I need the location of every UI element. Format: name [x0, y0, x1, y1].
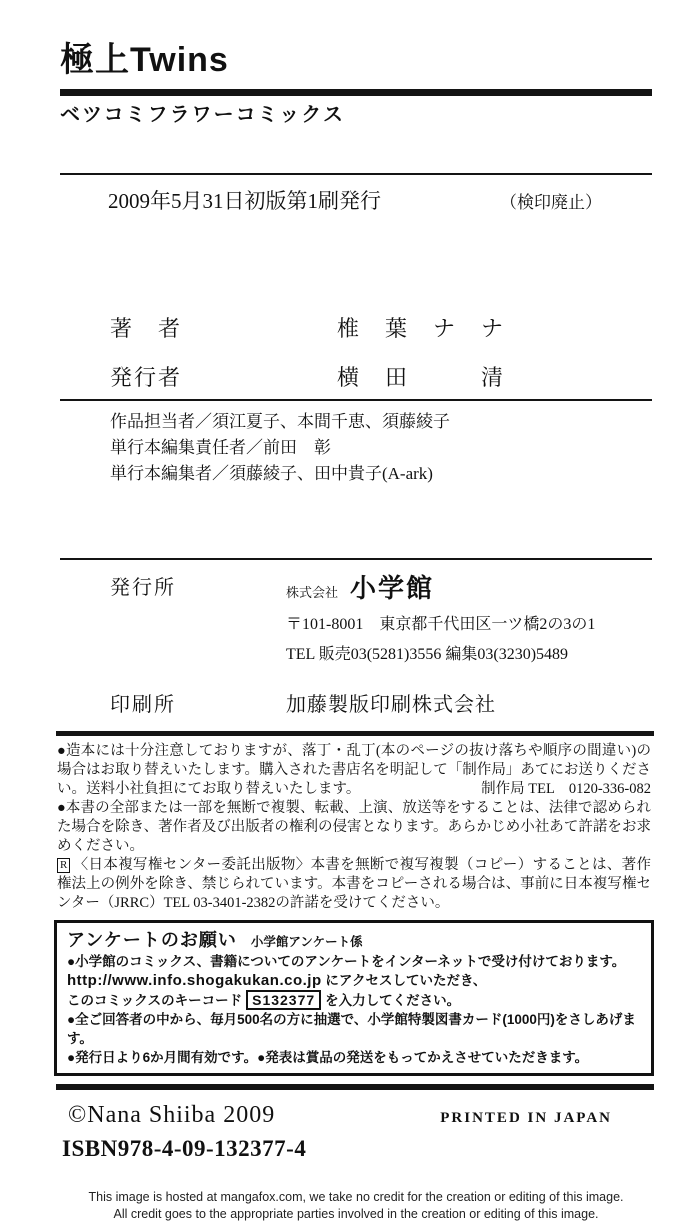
- notices-divider: [56, 731, 654, 736]
- host-note-line-1: This image is hosted at mangafox.com, we take no credit for the creation or editing of this image.: [88, 1190, 624, 1204]
- survey-url: http://www.info.shogakukan.co.jp: [67, 972, 322, 989]
- imprint-label: ベツコミフラワーコミックス: [60, 104, 345, 126]
- survey-heading: アンケートのお願い: [67, 930, 237, 950]
- host-note-line-2: All credit goes to the appropriate parties involved in the creation or editing of this image.: [113, 1207, 599, 1221]
- survey-box: [54, 920, 654, 1076]
- defect-notice-text: ●造本には十分注意しておりますが、落丁・乱丁(本のページの抜け落ちや順序の間違い)の場合はお取り替えいたします。購入された書店名を明記して「制作局」あてにお送りください。送料小社負担にてお取り替えいたします。: [57, 743, 651, 797]
- company-prefix: 株式会社: [286, 585, 339, 600]
- copyright-text: ©Nana Shiiba 2009: [68, 1102, 276, 1128]
- publisher-company: [286, 572, 595, 610]
- keycode-prefix: このコミックスのキーコード: [67, 993, 243, 1008]
- registered-mark-icon: R: [57, 858, 70, 873]
- staff-divider: [60, 399, 652, 401]
- host-note: [60, 1189, 652, 1223]
- edition-line: 2009年5月31日初版第1刷発行: [108, 189, 381, 213]
- company-name: 小学館: [350, 574, 435, 603]
- staff-line: 単行本編集者／須藤綾子、田中貴子(A-ark): [110, 464, 433, 483]
- printer-row: [60, 692, 652, 718]
- jrrc-notice-text: 〈日本複写権センター委託出版物〉本書を無断で複写複製（コピー）することは、著作権法上の例外を除き、禁じられています。本書をコピーされる場合は、事前に日本複写権センター（JRRC）TEL 03-3401-2382の許諾を受けてください。: [57, 857, 651, 911]
- printer-label: 印刷所: [110, 694, 176, 716]
- copyright-row: [60, 1101, 652, 1129]
- bottom-divider: [56, 1084, 654, 1090]
- publisher-details: [286, 572, 595, 670]
- staff-line: 作品担当者／須江夏子、本間千恵、須藤綾子: [110, 412, 450, 431]
- date-divider: [60, 173, 652, 175]
- survey-keycode-line: [67, 990, 641, 1010]
- copyright-notice-text: ●本書の全部または一部を無断で複製、転載、上演、放送等をすることは、法律で認められた場合を除き、著作者及び出版者の権利の侵害となります。あらかじめ小社あて許諾をお求めください。: [57, 800, 651, 854]
- printed-in-japan: PRINTED IN JAPAN: [440, 1110, 612, 1126]
- author-label: 著 者: [110, 316, 183, 341]
- survey-line-4: ●全ご回答者の中から、毎月500名の方に抽選で、小学館特製図書カード(1000円)をさしあげます。: [67, 1012, 636, 1046]
- keycode-suffix: を入力してください。: [325, 993, 461, 1008]
- copyright-notice: [57, 799, 651, 856]
- publisher-label: 発行所: [110, 577, 176, 599]
- survey-line-1: ●小学館のコミックス、書籍についてのアンケートをインターネットで受け付けております。: [67, 954, 626, 969]
- book-title: 極上Twins: [60, 41, 229, 79]
- publisher-person-label: 発行者: [110, 365, 183, 390]
- survey-line-5: ●発行日より6か月間有効です。●発表は賞品の発送をもってかえさせていただきます。: [67, 1050, 589, 1065]
- publisher-divider: [60, 558, 652, 560]
- survey-url-line: [67, 971, 641, 990]
- keycode-value: S132377: [246, 990, 321, 1010]
- edition-row: [60, 188, 652, 216]
- publisher-phone: TEL 販売03(5281)3556 編集03(3230)5489: [286, 646, 569, 663]
- staff-line: 単行本編集責任者／前田 彰: [110, 438, 331, 457]
- inspection-note: （検印廃止）: [500, 193, 602, 212]
- survey-url-suffix: にアクセスしていただき、: [321, 973, 487, 988]
- defect-notice: [57, 742, 651, 799]
- survey-heading-row: [67, 928, 641, 952]
- jrrc-notice: [57, 856, 651, 913]
- publisher-person-name: 横 田 清: [337, 365, 506, 390]
- publisher-block: [60, 572, 652, 670]
- publisher-person-row: [60, 363, 652, 393]
- colophon-page: [0, 40, 700, 1223]
- publisher-address: 〒101-8001 東京都千代田区一ツ橋2の3の1: [286, 616, 596, 633]
- survey-heading-sub: 小学館アンケート係: [250, 935, 363, 949]
- isbn-number: ISBN978-4-09-132377-4: [62, 1136, 307, 1161]
- staff-block: [60, 409, 652, 487]
- printer-name: 加藤製版印刷株式会社: [286, 694, 496, 716]
- author-row: [60, 314, 652, 344]
- author-name: 椎 葉 ナ ナ: [337, 316, 506, 341]
- defect-contact: 制作局 TEL 0120-336-082: [471, 780, 651, 799]
- title-divider: [60, 89, 652, 96]
- legal-notices: [57, 742, 651, 913]
